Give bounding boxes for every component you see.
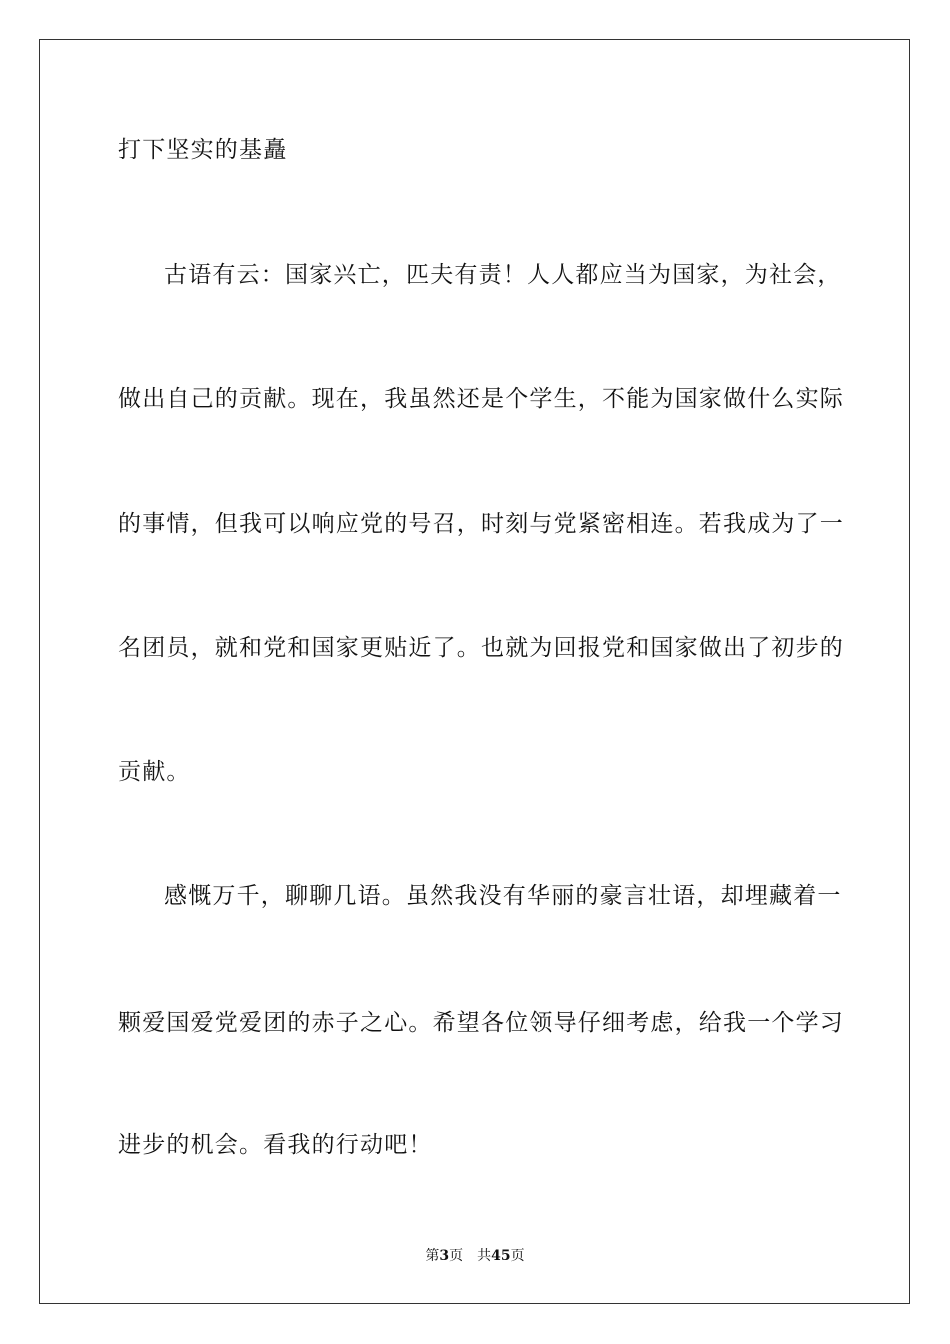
page-prefix: 第 (425, 1248, 440, 1264)
page-suffix: 页 (449, 1248, 464, 1264)
text-line-7: 感慨万千，聊聊几语。虽然我没有华丽的豪言壮语，却埋藏着一 (164, 883, 842, 909)
text-line-1: 打下坚实的基矗 (118, 137, 288, 163)
page-border (39, 39, 910, 1304)
page-number: 3 (439, 1248, 450, 1264)
text-line-6: 贡献。 (118, 759, 191, 785)
text-line-5: 名团员，就和党和国家更贴近了。也就为回报党和国家做出了初步的 (118, 635, 844, 661)
total-suffix: 页 (510, 1248, 525, 1264)
total-prefix: 共 (477, 1248, 492, 1264)
page-footer (0, 1247, 950, 1265)
text-line-3: 做出自己的贡献。现在，我虽然还是个学生，不能为国家做什么实际 (118, 386, 844, 412)
text-line-4: 的事情，但我可以响应党的号召，时刻与党紧密相连。若我成为了一 (118, 511, 844, 537)
text-line-8: 颗爱国爱党爱团的赤子之心。希望各位领导仔细考虑，给我一个学习 (118, 1010, 844, 1036)
total-pages: 45 (491, 1248, 511, 1264)
text-line-9: 进步的机会。看我的行动吧！ (118, 1132, 433, 1158)
text-line-2: 古语有云：国家兴亡，匹夫有责！人人都应当为国家，为社会， (164, 262, 842, 288)
